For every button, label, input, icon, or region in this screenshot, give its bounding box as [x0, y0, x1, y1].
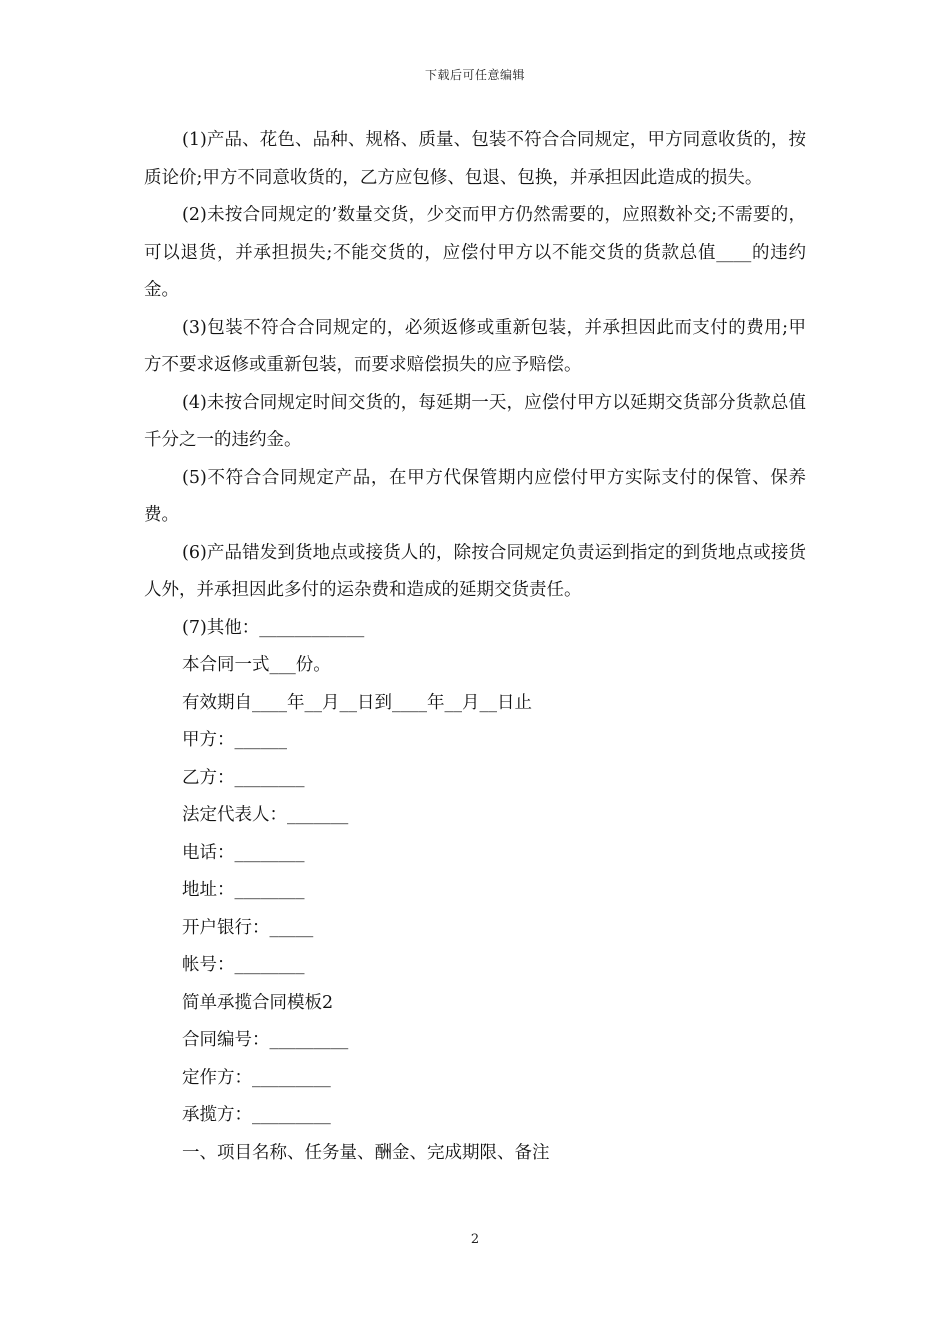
clause-2: (2)未按合同规定的’数量交货，少交而甲方仍然需要的，应照数补交;不需要的，可以退货，并承担损失;不能交货的，应偿付甲方以不能交货的货款总值____的违约金。 — [144, 205, 806, 300]
party-a-line: 甲方：______ — [182, 730, 287, 750]
phone-line: 电话：________ — [182, 842, 305, 863]
contractor-line: 承揽方：_________ — [182, 1105, 331, 1125]
account-line: 帐号：________ — [182, 955, 305, 975]
clause-6: (6)产品错发到货地点或接货人的，除按合同规定负责运到指定的到货地点或接货人外，并承担因此多付的运杂费和造成的延期交货责任。 — [144, 542, 806, 600]
orderer-line: 定作方：_________ — [182, 1067, 331, 1088]
section-title: 简单承揽合同模板2 — [182, 992, 334, 1013]
document-body — [144, 122, 806, 1172]
copies-line: 本合同一式___份。 — [182, 655, 331, 675]
clause-7-other: (7)其他：____________ — [182, 617, 365, 638]
item-heading: 一、项目名称、任务量、酬金、完成期限、备注 — [182, 1142, 550, 1163]
validity-period-line: 有效期自____年__月__日到____年__月__日止 — [182, 692, 532, 713]
clause-5: (5)不符合合同规定产品，在甲方代保管期内应偿付甲方实际支付的保管、保养费。 — [144, 467, 806, 525]
clause-4: (4)未按合同规定时间交货的，每延期一天，应偿付甲方以延期交货部分货款总值千分之一的违约金。 — [144, 392, 806, 450]
contract-number-line: 合同编号：_________ — [182, 1030, 349, 1050]
clause-3: (3)包装不符合合同规定的，必须返修或重新包装，并承担因此而支付的费用;甲方不要求返修或重新包装，而要求赔偿损失的应予赔偿。 — [144, 317, 806, 375]
legal-representative-line: 法定代表人：_______ — [182, 805, 349, 825]
bank-line: 开户银行：_____ — [182, 917, 314, 938]
page-number: 2 — [470, 1232, 480, 1247]
party-b-line: 乙方：________ — [182, 767, 305, 788]
clause-1: (1)产品、花色、品种、规格、质量、包装不符合合同规定，甲方同意收货的，按质论价;甲方不同意收货的，乙方应包修、包退、包换，并承担因此造成的损失。 — [144, 130, 806, 188]
address-line: 地址：________ — [182, 880, 305, 900]
page-header: 下载后可任意编辑 — [424, 68, 525, 82]
